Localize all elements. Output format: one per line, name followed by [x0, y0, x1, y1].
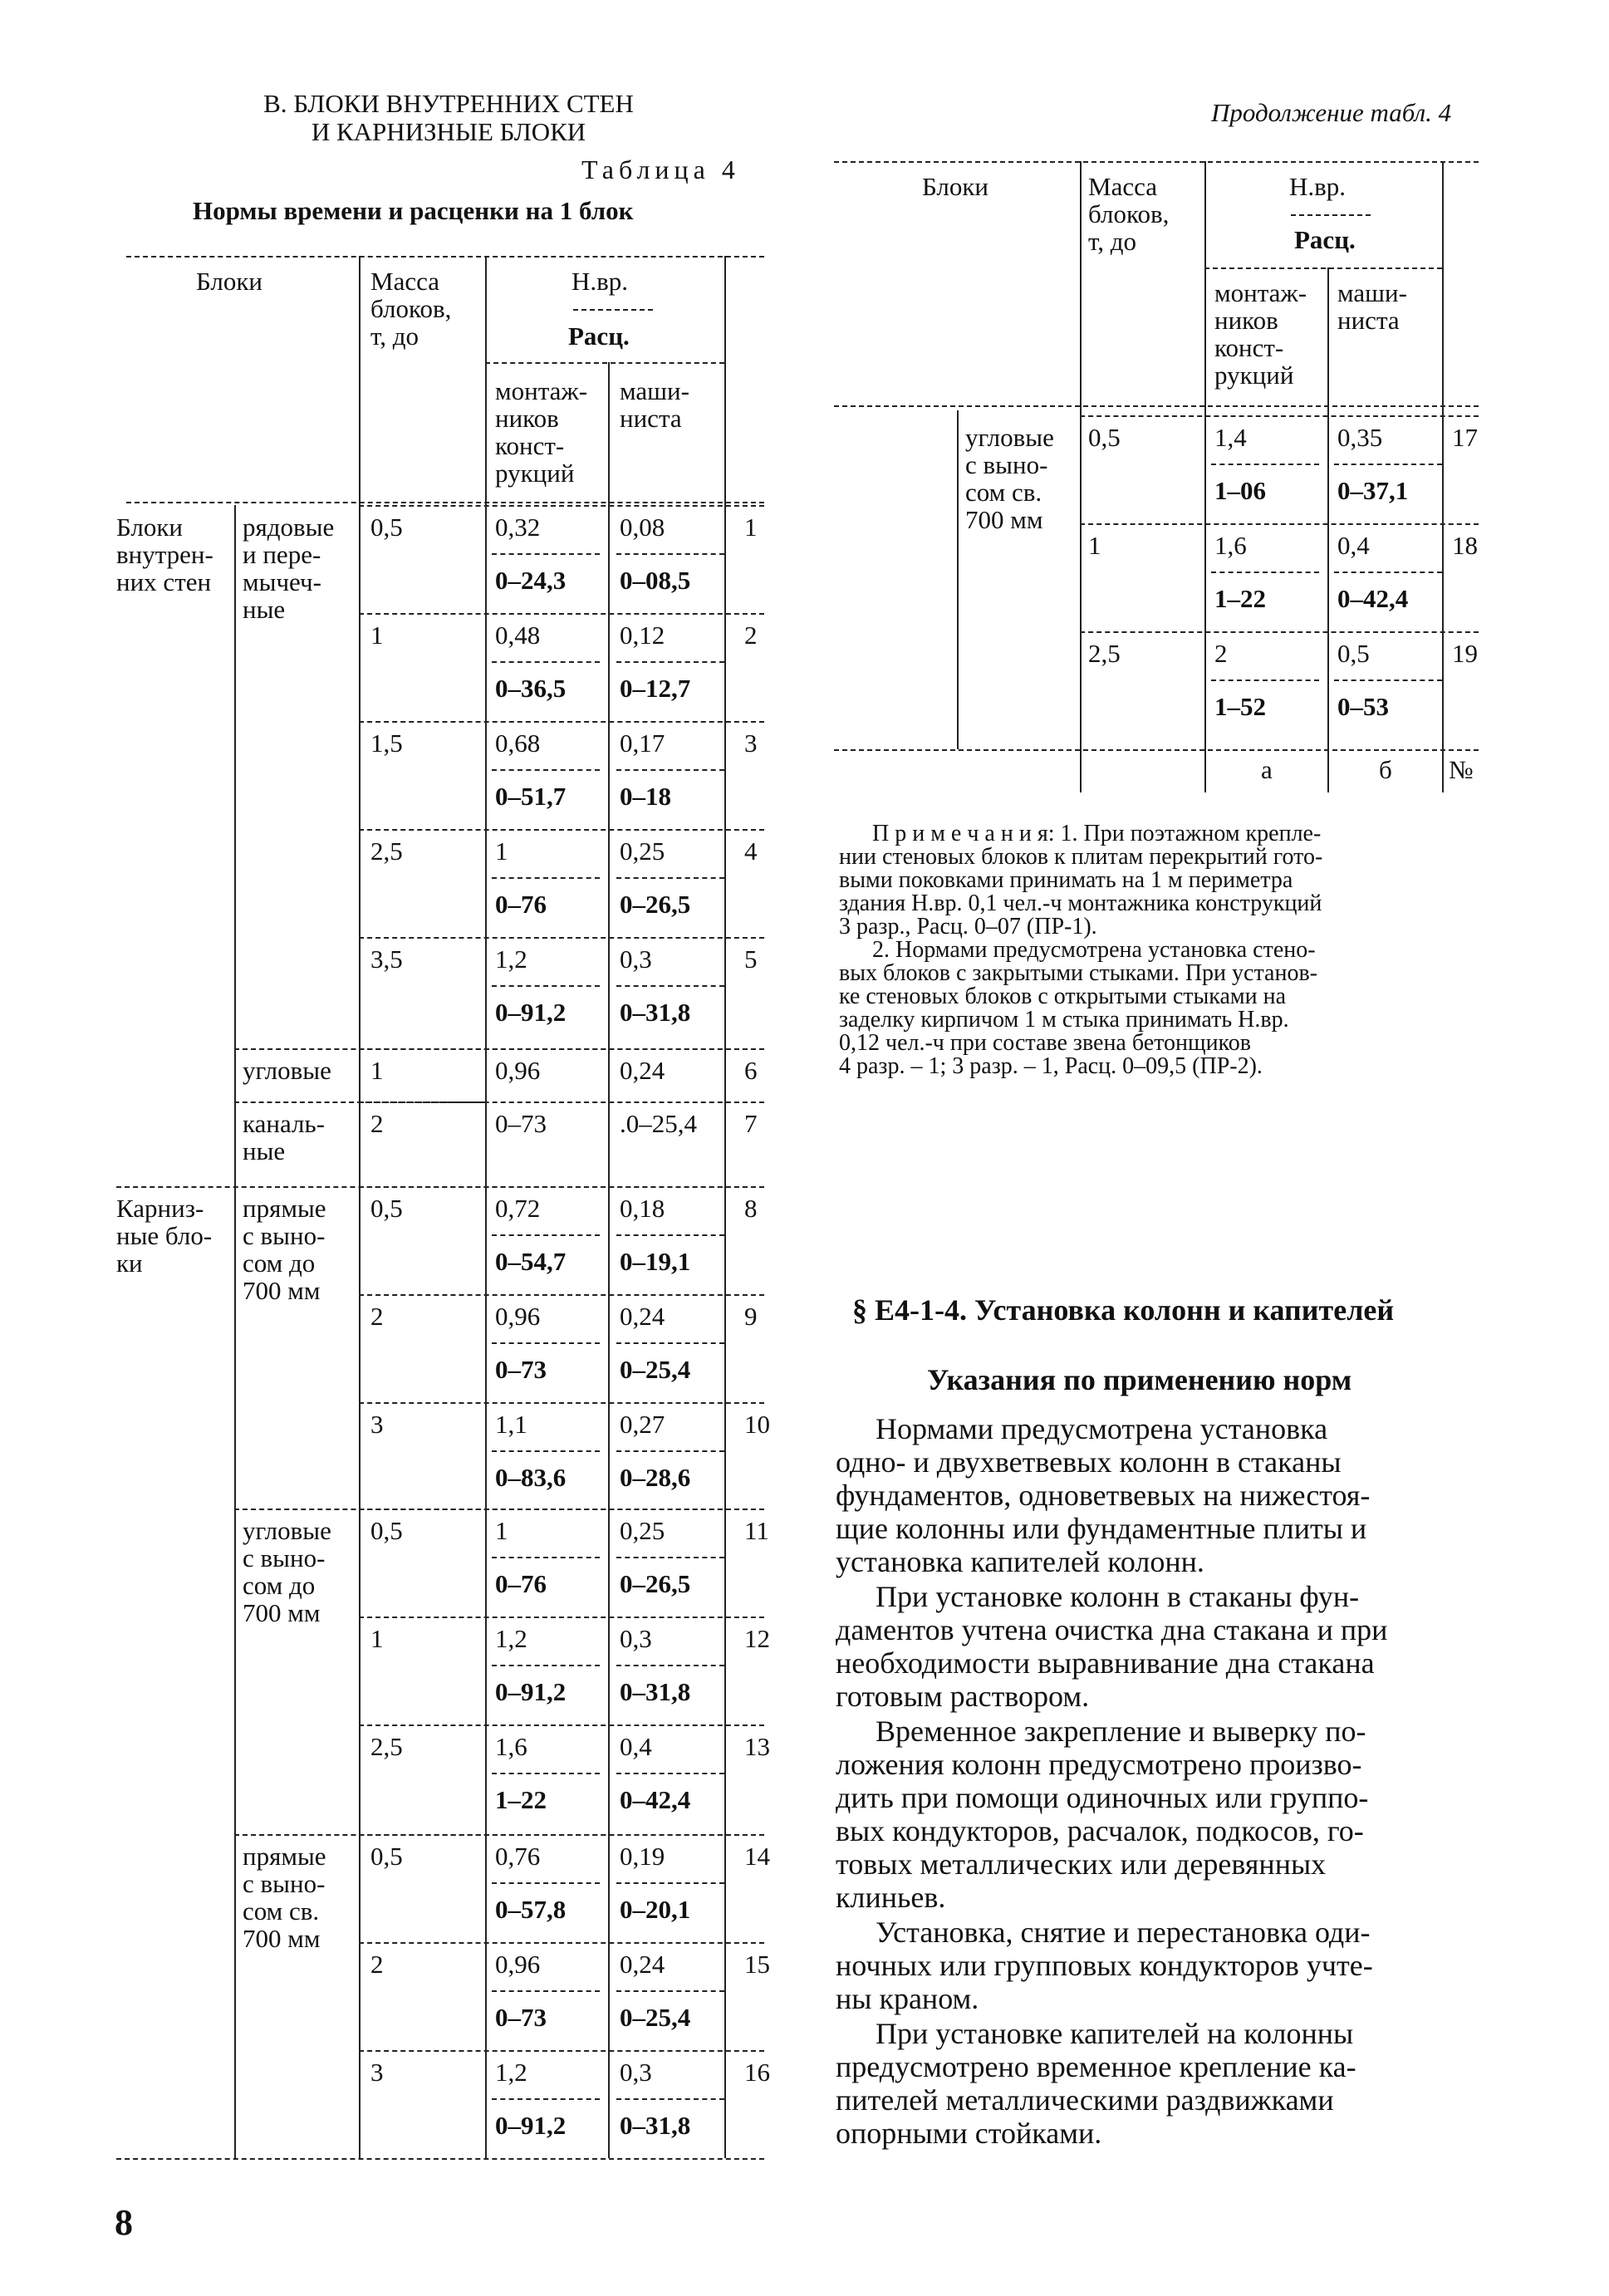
row-m-nvr: 1	[495, 836, 508, 866]
row-d-nvr: 0,08	[620, 513, 665, 542]
row-m-rasc: 0–83,6	[495, 1463, 567, 1492]
paragraph-line: необходимости выравнивание дна стакана	[836, 1646, 1375, 1680]
subgroup-label-line: сом св.	[965, 478, 1042, 507]
group-label-line: Карниз-	[116, 1194, 204, 1223]
table-rule	[1080, 523, 1479, 525]
header-mont-line: конст-	[495, 431, 565, 460]
row-m-rasc: 1–06	[1214, 476, 1266, 505]
row-d-nvr: 0,25	[620, 1516, 665, 1545]
row-mass: 1	[1088, 531, 1101, 560]
subgroup-label-line: ные	[243, 1136, 286, 1165]
row-n: 3	[744, 729, 758, 758]
row-d-rasc: 0–26,5	[620, 890, 691, 919]
header-mont-line: конст-	[1214, 333, 1284, 362]
paragraph-line: дить при помощи одиночных или группо-	[836, 1781, 1369, 1814]
row-m-nvr: 1,2	[495, 2058, 527, 2087]
table-title: Нормы времени и расценки на 1 блок	[193, 196, 634, 225]
row-n: 19	[1452, 639, 1478, 668]
row-d-rasc: 0–26,5	[620, 1569, 691, 1598]
group-label-line: Блоки	[116, 513, 184, 542]
row-d-nvr: 0,12	[620, 621, 665, 650]
paragraph-line: клиньев.	[836, 1881, 946, 1914]
row-m-rasc: 0–24,3	[495, 566, 567, 595]
header-mash	[1337, 279, 1407, 334]
row-m-nvr: 1,1	[495, 1410, 527, 1439]
row-n: 8	[744, 1194, 758, 1223]
page-number: 8	[115, 2202, 133, 2243]
row-d-nvr: 0,3	[620, 944, 652, 974]
header-mass-line: блоков,	[1088, 199, 1170, 228]
section-title: § Е4-1-4. Установка колонн и капителей	[852, 1293, 1395, 1327]
paragraph-line: При установке капителей на колонны	[876, 2017, 1354, 2050]
table-rule	[1204, 161, 1206, 792]
header-mass-line: т, до	[1088, 227, 1136, 256]
paragraph-line: ложения колонн предусмотрено произво-	[836, 1748, 1362, 1781]
row-m-nvr: 0,68	[495, 729, 541, 758]
paragraph	[836, 2017, 1480, 2150]
table-rule	[834, 161, 1479, 163]
paragraph	[836, 1916, 1480, 2015]
row-n: 17	[1452, 423, 1478, 452]
row-m-nvr: 0,96	[495, 1056, 541, 1085]
row-n: 13	[744, 1732, 770, 1761]
row-mass: 2	[370, 1302, 384, 1331]
subgroup-label	[965, 424, 1054, 533]
row-d-nvr: 0,24	[620, 1056, 665, 1085]
row-m-nvr: 0,72	[495, 1194, 541, 1223]
table-rule	[1080, 161, 1082, 792]
row-m-rasc: 0–76	[495, 1569, 547, 1598]
row-n: 16	[744, 2058, 770, 2087]
header-mont	[1214, 279, 1307, 389]
fraction-bar	[1334, 679, 1442, 681]
row-d-nvr: 0,35	[1337, 423, 1383, 452]
note-line: П р и м е ч а н и я: 1. При поэтажном крепле-	[872, 821, 1322, 846]
subgroup-label-line: прямые	[243, 1842, 326, 1871]
body-text	[836, 1412, 1480, 2150]
row-n: 1	[744, 513, 758, 542]
row-mass: 0,5	[370, 1194, 403, 1223]
subgroup-label-line: 700 мм	[243, 1924, 321, 1953]
header-mont-line: монтаж-	[1214, 278, 1307, 307]
row-m-nvr: 1,6	[1214, 531, 1247, 560]
row-mass: 3	[370, 2058, 384, 2087]
header-mass-line: Масса	[1088, 172, 1157, 201]
paragraph-line: Установка, снятие и перестановка оди-	[876, 1916, 1371, 1949]
row-m-rasc: 0–51,7	[495, 782, 567, 811]
header-mass	[1088, 173, 1169, 255]
row-m-nvr: 0,96	[495, 1302, 541, 1331]
row-m-nvr: 0–73	[495, 1109, 547, 1138]
header-mass-line: Масса	[370, 267, 439, 296]
header-mont-line: ников	[495, 404, 559, 433]
fraction-bar	[1334, 464, 1442, 465]
row-d-nvr: 0,5	[1337, 639, 1370, 668]
subgroup-label-line: угловые	[243, 1516, 331, 1545]
header-nvr: Н.вр.	[1289, 172, 1347, 201]
section-heading-line: И КАРНИЗНЫЕ БЛОКИ	[311, 117, 586, 146]
row-mass: 1	[370, 1056, 384, 1085]
row-d-rasc: 0–37,1	[1337, 476, 1409, 505]
subgroup-label-line: ные	[243, 595, 286, 624]
row-d-rasc: 0–19,1	[620, 1247, 691, 1276]
header-mash-line: ниста	[1337, 306, 1400, 335]
subgroup-label-line: прямые	[243, 1194, 326, 1223]
row-m-rasc: 0–36,5	[495, 674, 567, 703]
fraction-bar	[1211, 464, 1319, 465]
row-d-nvr: 0,24	[620, 1302, 665, 1331]
footer-col-b: б	[1379, 755, 1392, 784]
header-blocks: Блоки	[922, 172, 989, 201]
row-n: 5	[744, 944, 758, 974]
note-line: 0,12 чел.-ч при составе звена бетонщиков	[839, 1030, 1251, 1056]
row-n: 10	[744, 1410, 770, 1439]
row-m-rasc: 0–91,2	[495, 998, 567, 1027]
row-m-nvr: 1,2	[495, 1624, 527, 1653]
row-m-rasc: 0–91,2	[495, 2111, 567, 2140]
group-label-line: ные бло-	[116, 1221, 213, 1250]
row-m-rasc: 0–76	[495, 890, 547, 919]
fraction-bar	[1334, 572, 1442, 573]
subgroup-label-line: с выно-	[243, 1869, 326, 1898]
row-m-nvr: 0,96	[495, 1950, 541, 1979]
paragraph-line: даментов учтена очистка дна стакана и при	[836, 1613, 1388, 1646]
row-n: 12	[744, 1624, 770, 1653]
paragraph-line: Временное закрепление и выверку по-	[876, 1715, 1366, 1748]
row-m-nvr: 1,2	[495, 944, 527, 974]
row-m-rasc: 0–54,7	[495, 1247, 567, 1276]
paragraph-line: готовым раствором.	[836, 1680, 1090, 1713]
row-m-rasc: 0–57,8	[495, 1895, 567, 1924]
row-m-rasc: 0–73	[495, 1355, 547, 1384]
footer-col-no: №	[1449, 755, 1474, 784]
paragraph-line: ночных или групповых кондукторов учте-	[836, 1949, 1373, 1982]
row-d-rasc: 0–20,1	[620, 1895, 691, 1924]
row-mass: 2,5	[370, 1732, 403, 1761]
note-line: вых блоков с закрытыми стыками. При установ-	[839, 960, 1317, 986]
row-d-nvr: 0,3	[620, 2058, 652, 2087]
row-m-nvr: 2	[1214, 639, 1228, 668]
row-mass: 0,5	[370, 1842, 403, 1871]
group-label-line: внутрен-	[116, 540, 213, 569]
header-mash-line: маши-	[1337, 278, 1407, 307]
section-subtitle: Указания по применению норм	[927, 1363, 1352, 1396]
subgroup-label-line: с выно-	[243, 1221, 326, 1250]
row-d-nvr: 0,18	[620, 1194, 665, 1223]
group-label-line: них стен	[116, 567, 212, 596]
continuation-label: Продолжение табл. 4	[1211, 98, 1452, 127]
row-d-rasc: 0–31,8	[620, 1677, 691, 1706]
note-line: ке стеновых блоков с открытыми стыками на	[839, 984, 1287, 1009]
row-m-nvr: 0,76	[495, 1842, 541, 1871]
header-mash-line: ниста	[620, 404, 682, 433]
fraction-bar	[1211, 679, 1319, 681]
header-mass-line: блоков,	[370, 294, 452, 323]
row-d-nvr: 0,25	[620, 836, 665, 866]
header-rasc: Расц.	[1294, 225, 1356, 254]
row-mass: 0,5	[370, 1516, 403, 1545]
subgroup-label-line: угловые	[965, 423, 1054, 452]
row-d-nvr: .0–25,4	[620, 1109, 697, 1138]
paragraph-line: предусмотрено временное крепление ка-	[836, 2050, 1356, 2083]
header-blocks: Блоки	[196, 267, 263, 296]
subgroup-label-line: 700 мм	[965, 505, 1043, 534]
paragraph-line: товых металлических или деревянных	[836, 1847, 1327, 1881]
note-line: здания Н.вр. 0,1 чел.-ч монтажника конструкций	[839, 890, 1322, 916]
paragraph-line: опорными стойками.	[836, 2117, 1102, 2150]
notes	[839, 822, 1477, 1078]
paragraph-line: При установке колонн в стаканы фун-	[876, 1580, 1360, 1613]
paragraph-line: установка капителей колонн.	[836, 1545, 1204, 1578]
row-d-rasc: 0–25,4	[620, 2003, 691, 2032]
row-mass: 0,5	[1088, 423, 1121, 452]
row-d-nvr: 0,17	[620, 729, 665, 758]
row-mass: 1,5	[370, 729, 403, 758]
row-d-nvr: 0,24	[620, 1950, 665, 1979]
header-nvr: Н.вр.	[571, 267, 629, 296]
row-d-rasc: 0–25,4	[620, 1355, 691, 1384]
header-mass-line: т, до	[370, 321, 419, 351]
row-d-rasc: 0–53	[1337, 692, 1389, 721]
section-heading-line: В. БЛОКИ ВНУТРЕННИХ СТЕН	[263, 89, 634, 118]
table-rule	[1080, 415, 1479, 417]
table-rule	[834, 405, 1479, 407]
row-mass: 2	[370, 1950, 384, 1979]
table-rule	[1442, 161, 1444, 792]
header-rasc: Расц.	[568, 321, 630, 351]
note-line: выми поковками принимать на 1 м периметра	[839, 867, 1293, 893]
row-mass: 0,5	[370, 513, 403, 542]
header-nvr-bar	[1291, 214, 1371, 216]
row-d-rasc: 0–42,4	[620, 1785, 691, 1814]
row-d-rasc: 0–28,6	[620, 1463, 691, 1492]
paragraph	[836, 1412, 1480, 1578]
subgroup-label-line: и пере-	[243, 540, 321, 569]
paragraph-line: щие колонны или фундаментные плиты и	[836, 1512, 1367, 1545]
row-m-rasc: 1–22	[1214, 584, 1266, 613]
paragraph-line: ны краном.	[836, 1982, 979, 2015]
row-mass: 1	[370, 1624, 384, 1653]
paragraph-line: Нормами предусмотрена установка	[876, 1412, 1328, 1445]
row-n: 4	[744, 836, 758, 866]
row-d-nvr: 0,4	[620, 1732, 652, 1761]
footer-col-a: а	[1261, 755, 1273, 784]
paragraph-line: фундаментов, одноветвевых на нижестоя-	[836, 1479, 1371, 1512]
table-rule	[834, 749, 1479, 751]
row-d-rasc: 0–18	[620, 782, 671, 811]
row-m-rasc: 1–22	[495, 1785, 547, 1814]
table-rule	[957, 410, 959, 749]
header-mont-line: ников	[1214, 306, 1278, 335]
row-mass: 3,5	[370, 944, 403, 974]
row-mass: 2,5	[370, 836, 403, 866]
row-n: 14	[744, 1842, 770, 1871]
note-line: заделку кирпичом 1 м стыка принимать Н.вр.	[839, 1007, 1289, 1033]
row-mass: 3	[370, 1410, 384, 1439]
row-n: 6	[744, 1056, 758, 1085]
row-n: 9	[744, 1302, 758, 1331]
note-line: 4 разр. – 1; 3 разр. – 1, Расц. 0–09,5 (ПР-2).	[839, 1053, 1263, 1079]
subgroup-label-line: с выно-	[965, 450, 1048, 479]
note-line: нии стеновых блоков к плитам перекрытий гото-	[839, 844, 1323, 870]
paragraph-line: одно- и двухветвевых колонн в стаканы	[836, 1445, 1342, 1479]
row-d-rasc: 0–12,7	[620, 674, 691, 703]
row-d-nvr: 0,3	[620, 1624, 652, 1653]
row-mass: 2	[370, 1109, 384, 1138]
row-n: 15	[744, 1950, 770, 1979]
subgroup-label-line: мычеч-	[243, 567, 321, 596]
table-rule	[1080, 631, 1479, 633]
header-mash-line: маши-	[620, 376, 689, 405]
row-m-nvr: 0,32	[495, 513, 541, 542]
row-d-rasc: 0–42,4	[1337, 584, 1409, 613]
row-mass: 2,5	[1088, 639, 1121, 668]
header-mont-line: рукций	[495, 459, 575, 488]
subgroup-label-line: 700 мм	[243, 1598, 321, 1627]
fraction-bar	[1211, 572, 1319, 573]
paragraph	[836, 1715, 1480, 1914]
group-label-line: ки	[116, 1249, 143, 1278]
paragraph-line: вых кондукторов, расчалок, подкосов, го-	[836, 1814, 1364, 1847]
table-label: Таблица 4	[581, 155, 740, 184]
row-m-nvr: 1,4	[1214, 423, 1247, 452]
row-d-nvr: 0,19	[620, 1842, 665, 1871]
header-mont-line: рукций	[1214, 361, 1294, 390]
row-m-rasc: 0–73	[495, 2003, 547, 2032]
row-n: 11	[744, 1516, 769, 1545]
row-mass: 1	[370, 621, 384, 650]
row-m-nvr: 1,6	[495, 1732, 527, 1761]
note-line: 3 разр., Расц. 0–07 (ПР-1).	[839, 914, 1097, 939]
subgroup-label-line: 700 мм	[243, 1276, 321, 1305]
subgroup-label-line: каналь-	[243, 1109, 325, 1138]
subgroup-label-line: сом до	[243, 1249, 316, 1278]
subgroup-label-line: сом св.	[243, 1896, 320, 1926]
note-line: 2. Нормами предусмотрена установка стено-	[872, 937, 1316, 963]
subgroup-label-line: рядовые	[243, 513, 335, 542]
row-d-nvr: 0,4	[1337, 531, 1370, 560]
header-mont-line: монтаж-	[495, 376, 588, 405]
row-m-nvr: 1	[495, 1516, 508, 1545]
table-rule	[1204, 267, 1442, 269]
row-m-nvr: 0,48	[495, 621, 541, 650]
table-rule	[1327, 267, 1329, 792]
row-n: 2	[744, 621, 758, 650]
row-d-rasc: 0–31,8	[620, 2111, 691, 2140]
row-m-rasc: 0–91,2	[495, 1677, 567, 1706]
row-d-rasc: 0–08,5	[620, 566, 691, 595]
row-m-rasc: 1–52	[1214, 692, 1266, 721]
row-d-rasc: 0–31,8	[620, 998, 691, 1027]
row-d-nvr: 0,27	[620, 1410, 665, 1439]
subgroup-label-line: сом до	[243, 1571, 316, 1600]
row-n: 7	[744, 1109, 758, 1138]
paragraph	[836, 1580, 1480, 1713]
subgroup-label-line: угловые	[243, 1056, 331, 1085]
row-n: 18	[1452, 531, 1478, 560]
paragraph-line: пителей металлическими раздвижками	[836, 2083, 1334, 2117]
subgroup-label-line: с выно-	[243, 1543, 326, 1572]
